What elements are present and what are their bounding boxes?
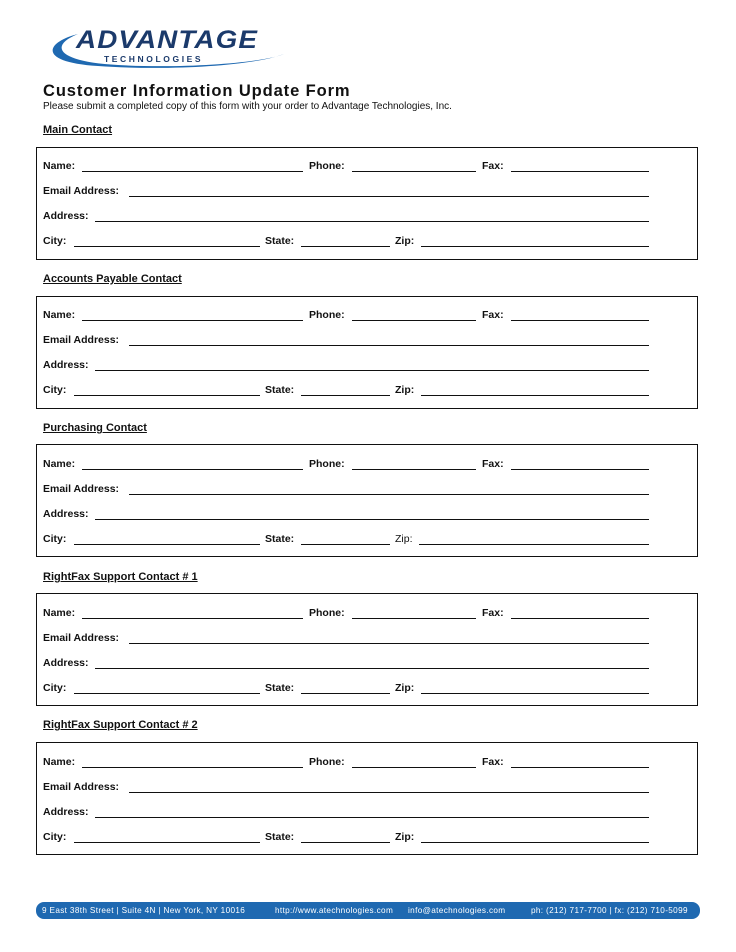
name-field[interactable]	[82, 767, 303, 768]
zip-label: Zip:	[395, 533, 413, 545]
fax-field[interactable]	[511, 320, 649, 321]
state-label: State:	[265, 533, 295, 545]
fax-field[interactable]	[511, 618, 649, 619]
address-field[interactable]	[95, 370, 649, 371]
address-label: Address:	[43, 657, 89, 669]
section-heading-rightfax-support-2: RightFax Support Contact # 2	[43, 719, 198, 731]
address-label: Address:	[43, 210, 89, 222]
address-field[interactable]	[95, 519, 649, 520]
name-label: Name:	[43, 160, 76, 172]
state-field[interactable]	[301, 842, 390, 843]
email-field[interactable]	[129, 494, 649, 495]
fax-field[interactable]	[511, 767, 649, 768]
email-label: Email Address:	[43, 334, 120, 346]
zip-label: Zip:	[395, 235, 415, 247]
city-field[interactable]	[74, 544, 260, 545]
contact-box-accounts-payable	[36, 296, 698, 409]
form-instructions: Please submit a completed copy of this form with your order to Advantage Technologies, Inc.	[43, 101, 452, 112]
fax-field[interactable]	[511, 469, 649, 470]
name-label: Name:	[43, 607, 76, 619]
phone-label: Phone:	[309, 607, 345, 619]
city-label: City:	[43, 235, 67, 247]
phone-label: Phone:	[309, 458, 345, 470]
contact-box-rightfax-support-1	[36, 593, 698, 706]
phone-field[interactable]	[352, 767, 476, 768]
fax-label: Fax:	[482, 309, 504, 321]
name-field[interactable]	[82, 320, 303, 321]
state-label: State:	[265, 682, 295, 694]
name-field[interactable]	[82, 618, 303, 619]
phone-label: Phone:	[309, 309, 345, 321]
address-label: Address:	[43, 508, 89, 520]
email-field[interactable]	[129, 345, 649, 346]
zip-label: Zip:	[395, 831, 415, 843]
state-field[interactable]	[301, 395, 390, 396]
zip-field[interactable]	[421, 246, 649, 247]
email-label: Email Address:	[43, 632, 120, 644]
zip-label: Zip:	[395, 682, 415, 694]
contact-box-rightfax-support-2	[36, 742, 698, 855]
address-field[interactable]	[95, 221, 649, 222]
email-label: Email Address:	[43, 483, 120, 495]
state-label: State:	[265, 235, 295, 247]
zip-label: Zip:	[395, 384, 415, 396]
zip-field[interactable]	[421, 395, 649, 396]
state-label: State:	[265, 831, 295, 843]
footer-website-link[interactable]: http://www.atechnologies.com	[275, 906, 394, 915]
fax-label: Fax:	[482, 756, 504, 768]
email-label: Email Address:	[43, 781, 120, 793]
city-field[interactable]	[74, 693, 260, 694]
logo-tagline: TECHNOLOGIES	[104, 54, 204, 64]
footer-contact-bar	[36, 902, 700, 919]
fax-field[interactable]	[511, 171, 649, 172]
address-field[interactable]	[95, 668, 649, 669]
state-field[interactable]	[301, 544, 390, 545]
city-label: City:	[43, 831, 67, 843]
state-label: State:	[265, 384, 295, 396]
page-title: Customer Information Update Form	[43, 82, 351, 100]
zip-field[interactable]	[419, 544, 649, 545]
city-label: City:	[43, 682, 67, 694]
phone-label: Phone:	[309, 756, 345, 768]
phone-field[interactable]	[352, 618, 476, 619]
zip-field[interactable]	[421, 693, 649, 694]
name-label: Name:	[43, 309, 76, 321]
name-label: Name:	[43, 756, 76, 768]
address-field[interactable]	[95, 817, 649, 818]
email-field[interactable]	[129, 196, 649, 197]
address-label: Address:	[43, 806, 89, 818]
advantage-technologies-logo	[38, 22, 288, 72]
zip-field[interactable]	[421, 842, 649, 843]
state-field[interactable]	[301, 693, 390, 694]
city-field[interactable]	[74, 842, 260, 843]
contact-box-purchasing	[36, 444, 698, 557]
city-field[interactable]	[74, 246, 260, 247]
name-label: Name:	[43, 458, 76, 470]
fax-label: Fax:	[482, 160, 504, 172]
phone-field[interactable]	[352, 320, 476, 321]
name-field[interactable]	[82, 171, 303, 172]
address-label: Address:	[43, 359, 89, 371]
fax-label: Fax:	[482, 458, 504, 470]
city-label: City:	[43, 533, 67, 545]
section-heading-main-contact: Main Contact	[43, 124, 113, 136]
footer-address: 9 East 38th Street | Suite 4N | New York, NY 10016	[42, 906, 246, 915]
state-field[interactable]	[301, 246, 390, 247]
email-label: Email Address:	[43, 185, 120, 197]
section-heading-accounts-payable: Accounts Payable Contact	[43, 273, 182, 285]
contact-box-main	[36, 147, 698, 260]
email-field[interactable]	[129, 792, 649, 793]
name-field[interactable]	[82, 469, 303, 470]
footer-email-link[interactable]: info@atechnologies.com	[408, 906, 506, 915]
logo-wordmark: ADVANTAGE	[74, 26, 259, 54]
city-field[interactable]	[74, 395, 260, 396]
phone-field[interactable]	[352, 171, 476, 172]
email-field[interactable]	[129, 643, 649, 644]
phone-field[interactable]	[352, 469, 476, 470]
footer-phones: ph: (212) 717-7700 | fx: (212) 710-5099	[531, 906, 688, 915]
city-label: City:	[43, 384, 67, 396]
phone-label: Phone:	[309, 160, 345, 172]
fax-label: Fax:	[482, 607, 504, 619]
section-heading-purchasing: Purchasing Contact	[43, 422, 147, 434]
section-heading-rightfax-support-1: RightFax Support Contact # 1	[43, 571, 198, 583]
